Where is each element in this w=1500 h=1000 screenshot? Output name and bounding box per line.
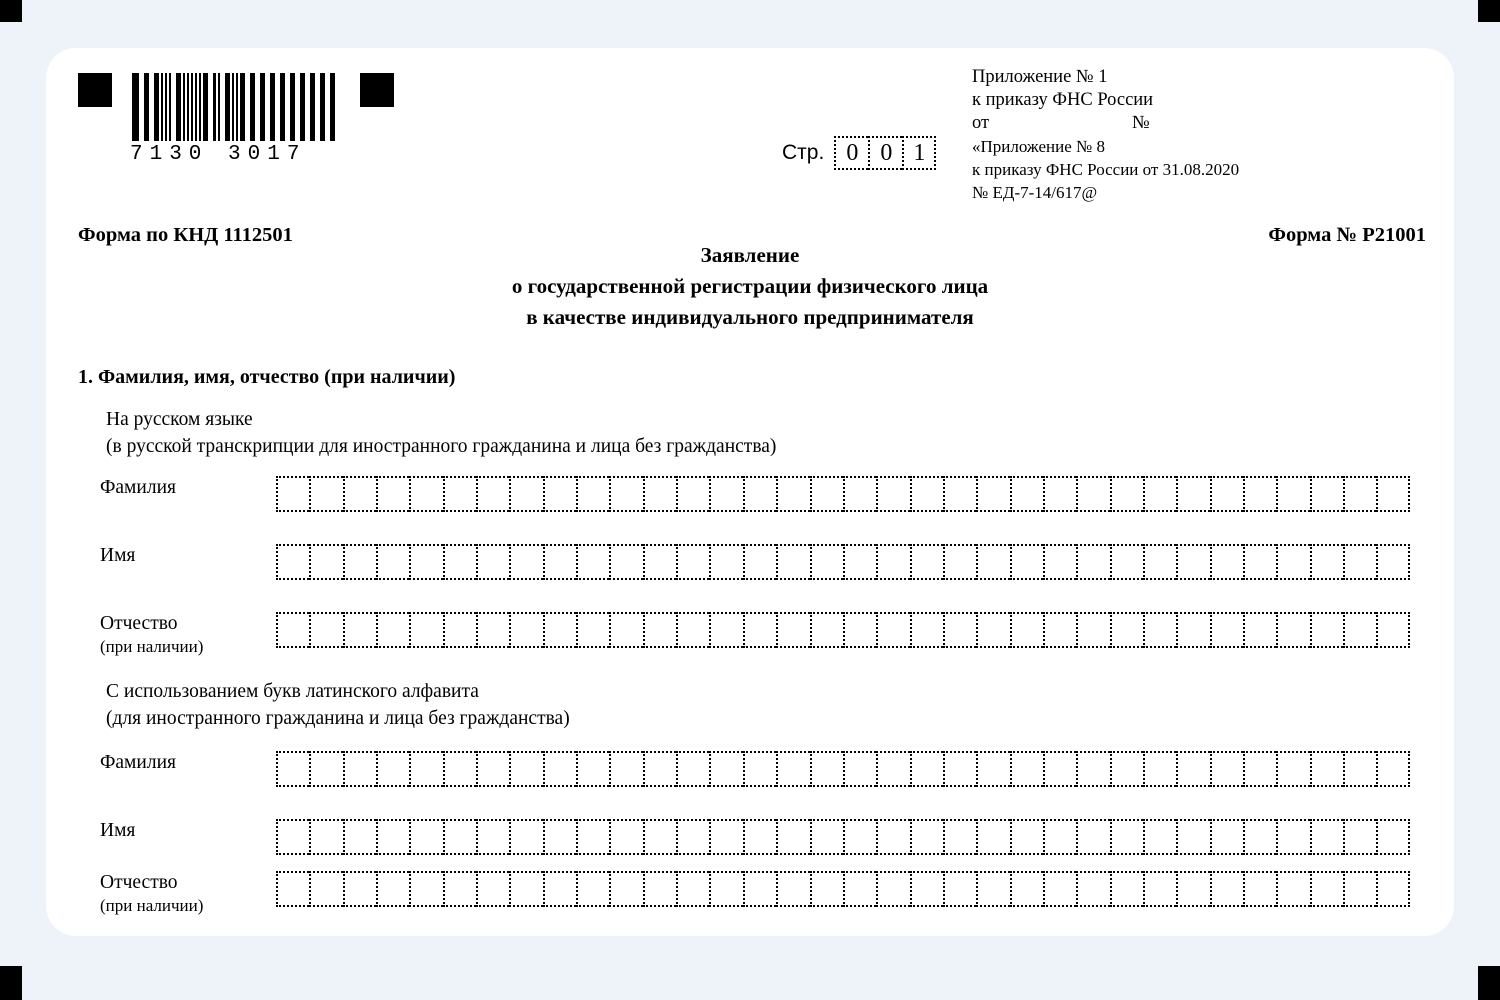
title-band	[46, 216, 1454, 336]
text-entry-cell[interactable]	[776, 819, 809, 855]
text-entry-cell[interactable]	[1276, 871, 1309, 907]
text-entry-cell[interactable]	[343, 476, 376, 512]
text-entry-cell[interactable]	[1343, 476, 1376, 512]
text-entry-cell[interactable]	[376, 476, 409, 512]
text-entry-cell[interactable]	[876, 871, 909, 907]
text-entry-cell[interactable]	[409, 544, 442, 580]
text-entry-cell[interactable]	[1143, 751, 1176, 787]
text-entry-cell[interactable]	[509, 476, 542, 512]
corner-mark-bottom-left	[0, 966, 22, 1000]
text-entry-cell[interactable]	[976, 476, 1009, 512]
latin-alphabet-note	[106, 678, 570, 732]
text-entry-cell[interactable]	[676, 544, 709, 580]
text-entry-cell[interactable]	[276, 871, 309, 907]
text-entry-cell[interactable]	[1243, 751, 1276, 787]
russian-note-line-1: На русском языке	[106, 409, 253, 430]
text-entry-cell[interactable]	[1010, 819, 1043, 855]
text-entry-cell[interactable]	[943, 612, 976, 648]
text-entry-cell[interactable]	[1076, 819, 1109, 855]
text-entry-cell[interactable]	[943, 476, 976, 512]
text-entry-cell[interactable]	[709, 544, 742, 580]
field-row	[46, 871, 1454, 917]
text-entry-cell[interactable]	[1376, 819, 1409, 855]
text-entry-cell[interactable]	[543, 819, 576, 855]
field-label	[100, 871, 203, 917]
text-entry-cell[interactable]	[943, 819, 976, 855]
text-entry-cell[interactable]	[543, 751, 576, 787]
text-entry-cell[interactable]	[643, 819, 676, 855]
text-entry-cell[interactable]	[409, 819, 442, 855]
text-entry-cell[interactable]	[576, 612, 609, 648]
field-label-text: Фамилия	[100, 477, 176, 498]
text-entry-cell[interactable]	[309, 871, 342, 907]
field-row	[46, 544, 1454, 590]
barcode-digits: 7130 3017	[130, 143, 307, 166]
text-entry-cell[interactable]	[409, 871, 442, 907]
text-entry-cell[interactable]	[476, 819, 509, 855]
text-entry-cell[interactable]	[1110, 544, 1143, 580]
text-entry-cell[interactable]	[1343, 544, 1376, 580]
text-entry-cell[interactable]	[309, 544, 342, 580]
text-entry-cells[interactable]	[276, 751, 1410, 787]
text-entry-cell[interactable]	[1043, 751, 1076, 787]
text-entry-cell[interactable]	[1043, 612, 1076, 648]
text-entry-cell[interactable]	[343, 544, 376, 580]
text-entry-cell[interactable]	[743, 751, 776, 787]
text-entry-cell[interactable]	[810, 544, 843, 580]
text-entry-cell[interactable]	[743, 819, 776, 855]
barcode-icon	[132, 73, 340, 141]
text-entry-cell[interactable]	[376, 751, 409, 787]
text-entry-cell[interactable]	[1343, 751, 1376, 787]
text-entry-cell[interactable]	[676, 871, 709, 907]
text-entry-cell[interactable]	[910, 476, 943, 512]
text-entry-cell[interactable]	[343, 871, 376, 907]
text-entry-cell[interactable]	[810, 612, 843, 648]
page-number-field	[782, 136, 936, 170]
text-entry-cell[interactable]	[1010, 871, 1043, 907]
text-entry-cell[interactable]	[1276, 751, 1309, 787]
text-entry-cell[interactable]	[776, 612, 809, 648]
text-entry-cell[interactable]	[1243, 819, 1276, 855]
field-label-text: Имя	[100, 820, 136, 841]
text-entry-cell[interactable]	[476, 544, 509, 580]
text-entry-cell[interactable]	[1310, 476, 1343, 512]
text-entry-cell[interactable]	[876, 476, 909, 512]
text-entry-cell[interactable]	[443, 612, 476, 648]
text-entry-cell[interactable]	[709, 751, 742, 787]
text-entry-cell[interactable]	[676, 819, 709, 855]
form-sheet	[46, 48, 1454, 936]
field-label	[100, 476, 176, 500]
text-entry-cell[interactable]	[743, 612, 776, 648]
text-entry-cell[interactable]	[1143, 544, 1176, 580]
text-entry-cell[interactable]	[1376, 476, 1409, 512]
page-number-cell-3[interactable]: 1	[902, 136, 936, 170]
text-entry-cell[interactable]	[576, 544, 609, 580]
latin-note-line-1: С использованием букв латинского алфавита	[106, 681, 479, 702]
text-entry-cell[interactable]	[309, 751, 342, 787]
field-label-text: Фамилия	[100, 752, 176, 773]
text-entry-cell[interactable]	[476, 751, 509, 787]
text-entry-cell[interactable]	[1110, 819, 1143, 855]
field-label	[100, 751, 176, 775]
text-entry-cell[interactable]	[843, 819, 876, 855]
text-entry-cell[interactable]	[976, 612, 1009, 648]
text-entry-cell[interactable]	[709, 476, 742, 512]
text-entry-cell[interactable]	[1210, 476, 1243, 512]
approval-line-6: № ЕД-7-14/617@	[972, 183, 1098, 202]
text-entry-cell[interactable]	[1276, 612, 1309, 648]
page-number-cell-2[interactable]: 0	[868, 136, 902, 170]
text-entry-cell[interactable]	[1310, 544, 1343, 580]
text-entry-cell[interactable]	[1076, 871, 1109, 907]
text-entry-cell[interactable]	[876, 544, 909, 580]
text-entry-cell[interactable]	[1310, 871, 1343, 907]
text-entry-cell[interactable]	[609, 871, 642, 907]
text-entry-cell[interactable]	[609, 751, 642, 787]
text-entry-cell[interactable]	[509, 612, 542, 648]
text-entry-cell[interactable]	[743, 871, 776, 907]
text-entry-cell[interactable]	[1176, 476, 1209, 512]
text-entry-cell[interactable]	[276, 751, 309, 787]
text-entry-cell[interactable]	[509, 819, 542, 855]
text-entry-cell[interactable]	[743, 476, 776, 512]
text-entry-cell[interactable]	[1243, 476, 1276, 512]
text-entry-cell[interactable]	[1210, 612, 1243, 648]
text-entry-cell[interactable]	[810, 476, 843, 512]
title-line-3: в качестве индивидуального предпринимателя	[526, 305, 974, 329]
text-entry-cell[interactable]	[476, 476, 509, 512]
registration-square-right	[360, 73, 394, 107]
text-entry-cell[interactable]	[309, 476, 342, 512]
text-entry-cell[interactable]	[309, 612, 342, 648]
text-entry-cell[interactable]	[1043, 819, 1076, 855]
field-label-subtext: (при наличии)	[100, 896, 204, 915]
text-entry-cell[interactable]	[1276, 544, 1309, 580]
text-entry-cell[interactable]	[1376, 751, 1409, 787]
text-entry-cell[interactable]	[609, 612, 642, 648]
text-entry-cell[interactable]	[776, 751, 809, 787]
text-entry-cell[interactable]	[1210, 751, 1243, 787]
text-entry-cell[interactable]	[1110, 476, 1143, 512]
text-entry-cell[interactable]	[476, 612, 509, 648]
text-entry-cell[interactable]	[509, 751, 542, 787]
text-entry-cell[interactable]	[543, 871, 576, 907]
text-entry-cell[interactable]	[1076, 476, 1109, 512]
text-entry-cell[interactable]	[1376, 544, 1409, 580]
text-entry-cell[interactable]	[1176, 871, 1209, 907]
text-entry-cell[interactable]	[910, 544, 943, 580]
text-entry-cell[interactable]	[1243, 544, 1276, 580]
latin-note-line-2: (для иностранного гражданина и лица без гражданства)	[106, 708, 570, 729]
text-entry-cell[interactable]	[1343, 612, 1376, 648]
text-entry-cell[interactable]	[676, 612, 709, 648]
text-entry-cell[interactable]	[1010, 544, 1043, 580]
field-label-text: Отчество	[100, 872, 178, 893]
text-entry-cell[interactable]	[976, 544, 1009, 580]
text-entry-cell[interactable]	[676, 476, 709, 512]
approval-order-row	[972, 112, 1432, 135]
text-entry-cell[interactable]	[343, 612, 376, 648]
text-entry-cells[interactable]	[276, 544, 1410, 580]
text-entry-cell[interactable]	[409, 476, 442, 512]
text-entry-cell[interactable]	[643, 476, 676, 512]
text-entry-cell[interactable]	[443, 751, 476, 787]
title-line-2: о государственной регистрации физического лица	[511, 274, 989, 298]
text-entry-cell[interactable]	[609, 819, 642, 855]
approval-line-1: Приложение № 1	[972, 67, 1108, 87]
knd-code: Форма по КНД 1112501	[78, 224, 293, 246]
approval-number-label: №	[1132, 113, 1150, 133]
barcode-block	[78, 73, 428, 166]
text-entry-cell[interactable]	[1143, 871, 1176, 907]
text-entry-cells[interactable]	[276, 819, 1410, 855]
text-entry-cell[interactable]	[376, 612, 409, 648]
text-entry-cell[interactable]	[1110, 751, 1143, 787]
russian-note-line-2: (в русской транскрипции для иностранного гражданина и лица без гражданства)	[106, 436, 777, 457]
text-entry-cell[interactable]	[1176, 612, 1209, 648]
text-entry-cell[interactable]	[976, 819, 1009, 855]
text-entry-cell[interactable]	[943, 544, 976, 580]
corner-mark-top-left	[0, 0, 22, 22]
text-entry-cell[interactable]	[1376, 612, 1409, 648]
field-row	[46, 751, 1454, 797]
text-entry-cell[interactable]	[1143, 819, 1176, 855]
text-entry-cells[interactable]	[276, 476, 1410, 512]
page-title	[46, 216, 1454, 333]
field-label	[100, 819, 135, 843]
text-entry-cell[interactable]	[709, 871, 742, 907]
text-entry-cell[interactable]	[543, 544, 576, 580]
text-entry-cell[interactable]	[843, 871, 876, 907]
field-row	[46, 612, 1454, 658]
form-code: Форма № Р21001	[1268, 224, 1426, 246]
text-entry-cell[interactable]	[810, 819, 843, 855]
text-entry-cell[interactable]	[576, 819, 609, 855]
text-entry-cell[interactable]	[1243, 612, 1276, 648]
text-entry-cell[interactable]	[976, 751, 1009, 787]
text-entry-cell[interactable]	[409, 751, 442, 787]
text-entry-cell[interactable]	[1376, 871, 1409, 907]
text-entry-cell[interactable]	[643, 544, 676, 580]
text-entry-cell[interactable]	[1076, 751, 1109, 787]
text-entry-cell[interactable]	[1076, 544, 1109, 580]
approval-note	[972, 66, 1432, 204]
text-entry-cell[interactable]	[776, 476, 809, 512]
text-entry-cell[interactable]	[1076, 612, 1109, 648]
text-entry-cell[interactable]	[1276, 476, 1309, 512]
approval-ot-label: от	[972, 113, 990, 133]
text-entry-cell[interactable]	[876, 751, 909, 787]
text-entry-cell[interactable]	[1010, 612, 1043, 648]
text-entry-cell[interactable]	[1310, 819, 1343, 855]
text-entry-cell[interactable]	[943, 871, 976, 907]
text-entry-cell[interactable]	[343, 819, 376, 855]
russian-language-note	[106, 406, 776, 460]
text-entry-cell[interactable]	[709, 819, 742, 855]
text-entry-cell[interactable]	[1310, 751, 1343, 787]
text-entry-cell[interactable]	[1243, 871, 1276, 907]
text-entry-cell[interactable]	[943, 751, 976, 787]
field-label-text: Отчество	[100, 613, 178, 634]
page-number-label: Стр.	[782, 141, 825, 164]
text-entry-cell[interactable]	[543, 612, 576, 648]
text-entry-cell[interactable]	[1110, 871, 1143, 907]
text-entry-cell[interactable]	[276, 544, 309, 580]
text-entry-cell[interactable]	[1043, 476, 1076, 512]
approval-line-2: к приказу ФНС России	[972, 90, 1154, 110]
text-entry-cell[interactable]	[1310, 612, 1343, 648]
text-entry-cell[interactable]	[1176, 751, 1209, 787]
text-entry-cell[interactable]	[810, 871, 843, 907]
text-entry-cell[interactable]	[409, 612, 442, 648]
text-entry-cell[interactable]	[443, 871, 476, 907]
form-header	[46, 48, 1454, 202]
text-entry-cell[interactable]	[509, 871, 542, 907]
text-entry-cell[interactable]	[910, 612, 943, 648]
text-entry-cell[interactable]	[643, 751, 676, 787]
approval-line-4: «Приложение № 8	[972, 137, 1105, 156]
text-entry-cell[interactable]	[576, 871, 609, 907]
text-entry-cell[interactable]	[709, 612, 742, 648]
page-number-cell-1[interactable]: 0	[834, 136, 868, 170]
text-entry-cell[interactable]	[1343, 871, 1376, 907]
text-entry-cell[interactable]	[1276, 819, 1309, 855]
text-entry-cell[interactable]	[643, 871, 676, 907]
title-line-1: Заявление	[700, 243, 800, 267]
text-entry-cell[interactable]	[1343, 819, 1376, 855]
text-entry-cell[interactable]	[810, 751, 843, 787]
text-entry-cell[interactable]	[1010, 751, 1043, 787]
text-entry-cell[interactable]	[776, 871, 809, 907]
text-entry-cell[interactable]	[576, 751, 609, 787]
corner-mark-top-right	[1478, 0, 1500, 22]
text-entry-cell[interactable]	[276, 476, 309, 512]
text-entry-cell[interactable]	[443, 544, 476, 580]
text-entry-cell[interactable]	[743, 544, 776, 580]
page-number-cells[interactable]	[834, 136, 936, 170]
text-entry-cell[interactable]	[910, 751, 943, 787]
text-entry-cell[interactable]	[276, 612, 309, 648]
text-entry-cell[interactable]	[609, 544, 642, 580]
text-entry-cell[interactable]	[976, 871, 1009, 907]
text-entry-cell[interactable]	[843, 612, 876, 648]
text-entry-cell[interactable]	[1110, 612, 1143, 648]
text-entry-cell[interactable]	[776, 544, 809, 580]
section-1-heading: 1. Фамилия, имя, отчество (при наличии)	[78, 366, 456, 388]
text-entry-cell[interactable]	[1210, 544, 1243, 580]
registration-square-left	[78, 73, 112, 107]
text-entry-cell[interactable]	[643, 612, 676, 648]
text-entry-cell[interactable]	[1176, 544, 1209, 580]
text-entry-cell[interactable]	[1143, 612, 1176, 648]
text-entry-cell[interactable]	[1043, 544, 1076, 580]
field-label-text: Имя	[100, 545, 136, 566]
text-entry-cell[interactable]	[343, 751, 376, 787]
corner-mark-bottom-right	[1478, 966, 1500, 1000]
text-entry-cell[interactable]	[1176, 819, 1209, 855]
field-row	[46, 476, 1454, 522]
text-entry-cell[interactable]	[876, 819, 909, 855]
text-entry-cell[interactable]	[876, 612, 909, 648]
text-entry-cell[interactable]	[1043, 871, 1076, 907]
text-entry-cell[interactable]	[276, 819, 309, 855]
text-entry-cell[interactable]	[910, 819, 943, 855]
text-entry-cell[interactable]	[843, 544, 876, 580]
text-entry-cell[interactable]	[1210, 871, 1243, 907]
text-entry-cell[interactable]	[609, 476, 642, 512]
field-label-subtext: (при наличии)	[100, 637, 204, 656]
text-entry-cell[interactable]	[1210, 819, 1243, 855]
text-entry-cell[interactable]	[376, 544, 409, 580]
text-entry-cell[interactable]	[509, 544, 542, 580]
text-entry-cell[interactable]	[843, 751, 876, 787]
text-entry-cell[interactable]	[443, 476, 476, 512]
text-entry-cell[interactable]	[443, 819, 476, 855]
text-entry-cell[interactable]	[543, 476, 576, 512]
text-entry-cell[interactable]	[910, 871, 943, 907]
text-entry-cell[interactable]	[676, 751, 709, 787]
text-entry-cell[interactable]	[309, 819, 342, 855]
text-entry-cells[interactable]	[276, 871, 1410, 907]
text-entry-cell[interactable]	[1143, 476, 1176, 512]
text-entry-cell[interactable]	[476, 871, 509, 907]
approval-line-5: к приказу ФНС России от 31.08.2020	[972, 160, 1240, 179]
field-label	[100, 544, 135, 568]
text-entry-cell[interactable]	[843, 476, 876, 512]
text-entry-cell[interactable]	[1010, 476, 1043, 512]
text-entry-cell[interactable]	[376, 871, 409, 907]
text-entry-cell[interactable]	[376, 819, 409, 855]
field-label	[100, 612, 203, 658]
text-entry-cells[interactable]	[276, 612, 1410, 648]
field-row	[46, 819, 1454, 865]
text-entry-cell[interactable]	[576, 476, 609, 512]
